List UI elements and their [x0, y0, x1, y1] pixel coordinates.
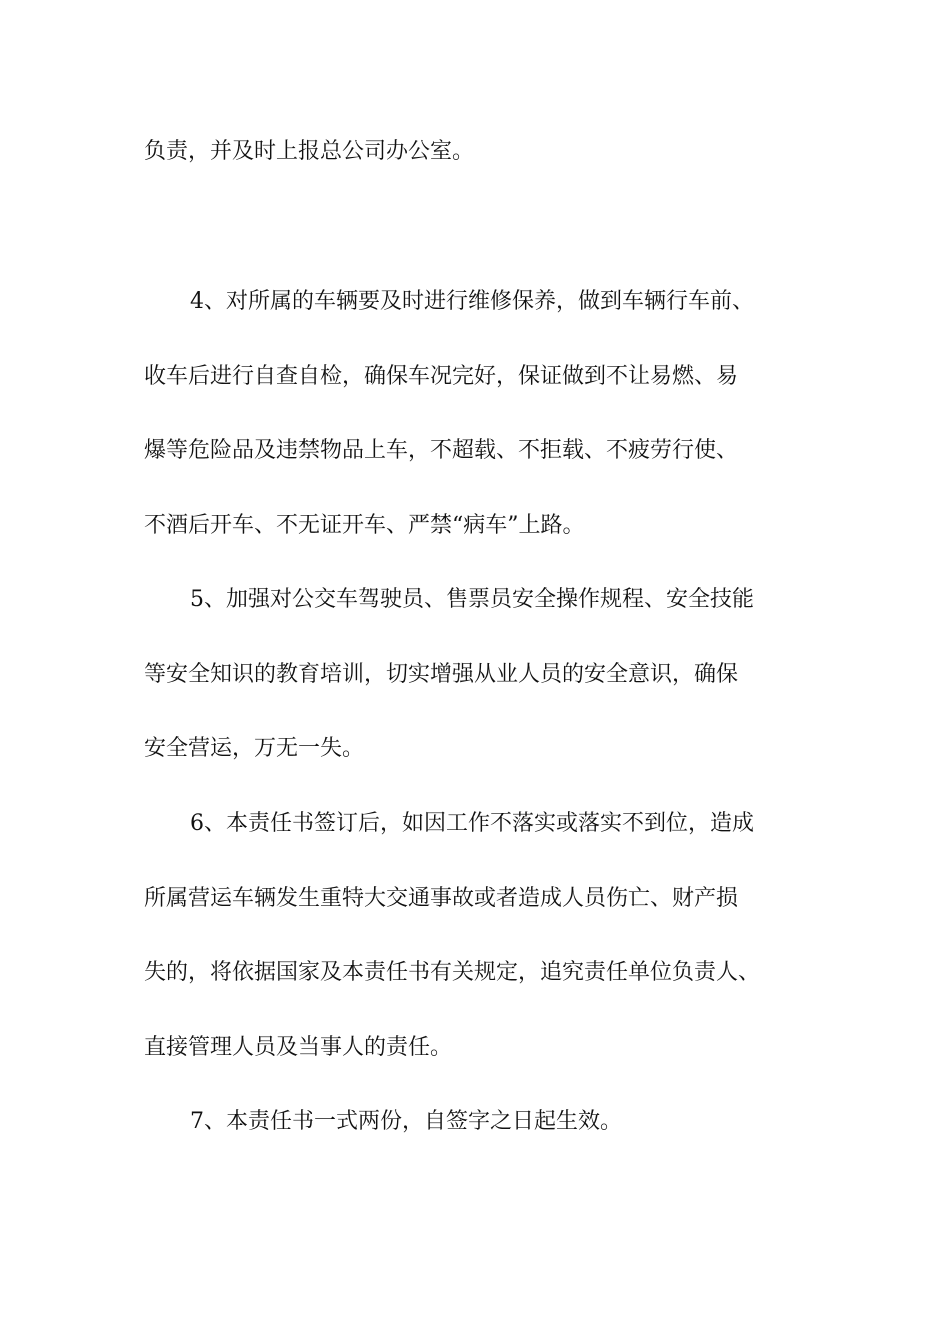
paragraph-6-line-2: 所属营运车辆发生重特大交通事故或者造成人员伤亡、财产损: [144, 886, 739, 911]
paragraph-5-line-3: 安全营运，万无一失。: [144, 736, 365, 761]
paragraph-5-line-1: 5、加强对公交车驾驶员、售票员安全操作规程、安全技能: [190, 587, 754, 612]
paragraph-6-line-3: 失的，将依据国家及本责任书有关规定，追究责任单位负责人、: [144, 960, 761, 985]
paragraph-6-line-1: 6、本责任书签订后，如因工作不落实或落实不到位，造成: [190, 811, 754, 836]
paragraph-4-line-1: 4、对所属的车辆要及时进行维修保养，做到车辆行车前、: [190, 289, 754, 314]
paragraph-3-line-continuation: 负责，并及时上报总公司办公室。: [144, 139, 475, 164]
paragraph-7-line-1: 7、本责任书一式两份，自签字之日起生效。: [190, 1109, 622, 1134]
paragraph-6-line-4: 直接管理人员及当事人的责任。: [144, 1035, 453, 1060]
paragraph-5-line-2: 等安全知识的教育培训，切实增强从业人员的安全意识，确保: [144, 662, 739, 687]
paragraph-4-line-3: 爆等危险品及违禁物品上车，不超载、不拒载、不疲劳行使、: [144, 438, 739, 463]
paragraph-4-line-4: 不酒后开车、不无证开车、严禁“病车”上路。: [144, 513, 585, 538]
paragraph-4-line-2: 收车后进行自查自检，确保车况完好，保证做到不让易燃、易: [144, 364, 739, 389]
